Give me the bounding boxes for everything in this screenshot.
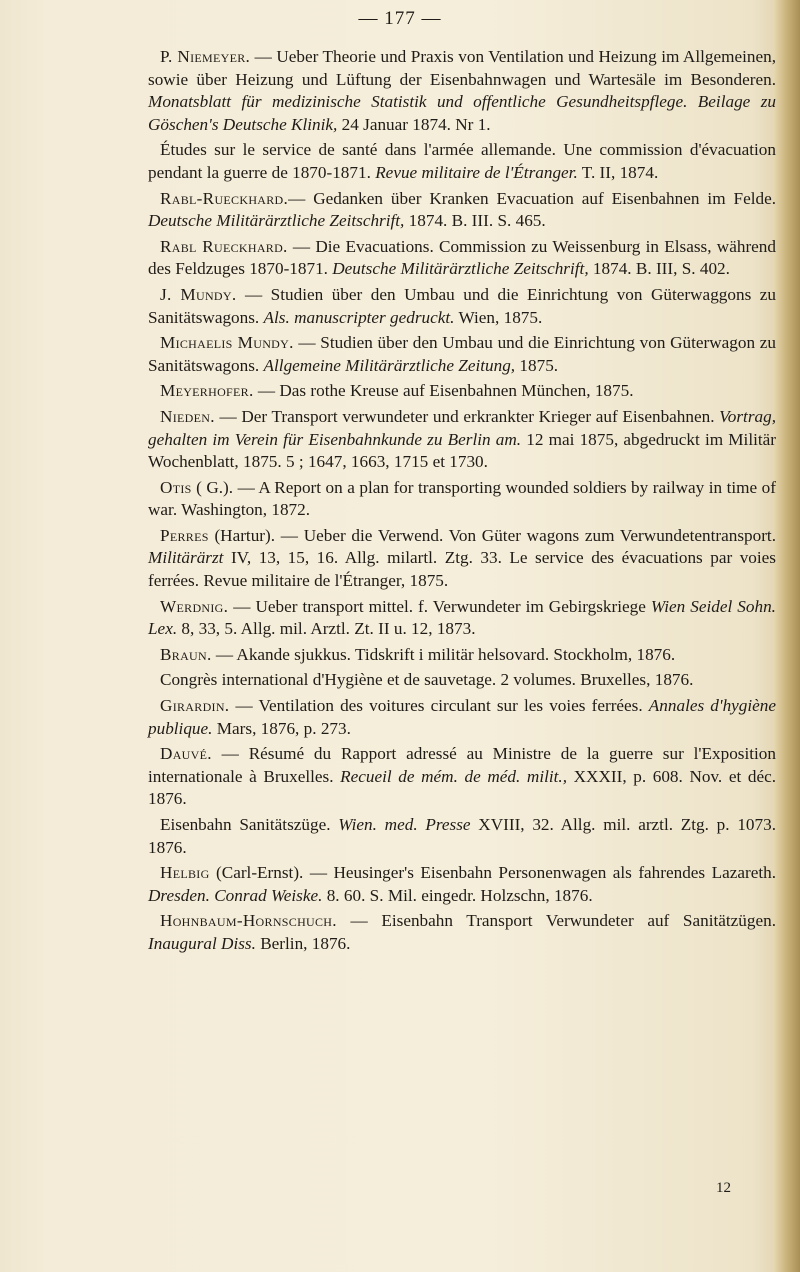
entry-author: Michaelis Mundy. [160, 333, 294, 353]
entry-text: — Gedanken über Kranken Evacuation auf Eisenbahnen im Felde. [288, 188, 776, 208]
entry-source: Monatsblatt für medizinische Statistik und offentliche Gesundheitspflege. Beilage zu Göschen's Deutsche Klinik, [148, 92, 776, 134]
entry-author: Meyerhofer. [160, 381, 254, 401]
entry-text: — Ueber Theorie und Praxis von Ventilation und Heizung im Allgemeinen, sowie über Heizung und Lüftung der Eisenbahnwagen und Wartesäle im Besonderen. [148, 47, 776, 89]
bibliography-entry [148, 380, 776, 403]
bibliography-entry [148, 525, 776, 593]
entry-author: Werdnig. [160, 596, 229, 616]
entry-source: Als. manuscripter gedruckt. [263, 307, 455, 327]
entry-text: — Der Transport verwundeter und erkrankter Krieger auf Eisenbahnen. [214, 406, 720, 426]
bibliography-entry [148, 862, 776, 907]
entry-tail: 8. 60. S. Mil. eingedr. Holzschn, 1876. [322, 885, 593, 905]
entry-source: Deutsche Militärärztliche Zeitschrift, [148, 211, 405, 231]
entry-text: — Studien über den Umbau und die Einrichtung von Güterwaggons zu Sanitätswagons. [148, 284, 776, 327]
entry-source: Deutsche Militärärztliche Zeitschrift, [332, 259, 589, 279]
bibliography-entry [148, 669, 776, 692]
entry-source: Dresden. Conrad Weiske. [148, 885, 323, 905]
entry-author: Otis [160, 477, 192, 497]
entry-text: — Akande sjukkus. Tidskrift i militär helsovard. Stockholm, 1876. [211, 644, 676, 664]
bibliography-entry [148, 596, 776, 641]
entry-source: Allgemeine Militärärztliche Zeitung, [263, 355, 516, 375]
bibliography-entry [148, 644, 776, 667]
entry-text: — Ventilation des voitures circulant sur les voies ferrées. [229, 696, 649, 716]
entry-author: Nieden. [160, 406, 215, 426]
page-number: — 177 — [358, 8, 442, 29]
entry-author: Rabl Rueckhard. [160, 236, 288, 256]
entry-text: — Das rothe Kreuse auf Eisenbahnen München, 1875. [253, 381, 634, 401]
entry-source: Annales d'hygiène publique. [148, 696, 777, 738]
entry-tail: 12 mai 1875, abgedruckt im Militär Wochenblatt, 1875. 5 ; 1647, 1663, 1715 et 1730. [148, 429, 776, 472]
entry-author: Hohnbaum-Hornschuch. [160, 911, 337, 931]
entry-source: Vortrag, gehalten im Verein für Eisenbahnkunde zu Berlin am. [148, 406, 776, 449]
entry-text: Études sur le service de santé dans l'armée allemande. Une commission d'évacuation pendant la guerre de 1870-1871. [148, 140, 776, 182]
entry-tail: XVIII, 32. Allg. mil. arztl. Ztg. p. 1073. 1876. [148, 815, 776, 857]
bibliography-entry [148, 332, 776, 377]
bibliography-list [148, 46, 776, 959]
page-edge [774, 0, 800, 1272]
entry-author: J. Mundy. [160, 284, 237, 304]
bibliography-entry [148, 814, 776, 859]
entry-source: Recueil de mém. de méd. milit., [340, 766, 568, 786]
entry-text: (Hartur). — Ueber die Verwend. Von Güter wagons zum Verwundetentransport. [208, 525, 776, 545]
bibliography-entry [148, 695, 776, 740]
entry-tail: 1874. B. III, S. 402. [588, 259, 730, 279]
entry-author: Braun. [160, 644, 212, 664]
bibliography-entry [148, 188, 776, 233]
entry-source: Wien Seidel Sohn. Lex. [148, 596, 776, 639]
entry-tail: 1875. [515, 355, 559, 375]
entry-source: Inaugural Diss. [148, 933, 256, 953]
entry-author: Dauvé. [160, 744, 212, 764]
entry-tail: XXXII, p. 608. Nov. et déc. 1876. [148, 766, 777, 809]
entry-text: Eisenbahn Sanitätszüge. [160, 815, 339, 834]
entry-source: Militärärzt [148, 548, 224, 568]
entry-tail: Mars, 1876, p. 273. [212, 718, 351, 738]
entry-tail: Berlin, 1876. [255, 933, 351, 953]
entry-source: Wien. med. Presse [338, 815, 471, 834]
entry-text: — Studien über den Umbau und die Einrichtung von Güterwagon zu Sanitätswagons. [148, 333, 776, 375]
bibliography-entry [148, 46, 776, 136]
entry-author: Girardin. [160, 696, 230, 716]
entry-tail: IV, 13, 15, 16. Allg. milartl. Ztg. 33. Le service des évacuations par voies ferrées. Revue militaire de l'Étranger, 1875. [148, 548, 776, 591]
bibliography-entry [148, 139, 776, 184]
entry-text: — Résumé du Rapport adressé au Ministre de la guerre sur l'Exposition internationale à Bruxelles. [148, 744, 776, 786]
bibliography-entry [148, 284, 776, 329]
entry-author: Helbig [160, 863, 210, 883]
entry-author: Perres [160, 525, 209, 545]
entry-tail: 8, 33, 5. Allg. mil. Arztl. Zt. II u. 12, 1873. [177, 619, 476, 639]
entry-source: Revue militaire de l'Étranger. [375, 162, 578, 182]
bibliography-entry [148, 406, 776, 474]
entry-text: Congrès international d'Hygiène et de sauvetage. 2 volumes. Bruxelles, 1876. [160, 670, 694, 690]
entry-author: P. Niemeyer. [160, 47, 251, 66]
bibliography-entry [148, 910, 776, 955]
bibliography-entry [148, 743, 776, 811]
entry-tail: Wien, 1875. [454, 307, 543, 327]
entry-text: (Carl-Ernst). — Heusinger's Eisenbahn Personenwagen als fahrendes Lazareth. [209, 863, 776, 883]
entry-text: — Eisenbahn Transport Verwundeter auf Sanitätzügen. [336, 911, 776, 931]
sheet-number: 12 [716, 1180, 731, 1196]
bibliography-entry [148, 236, 776, 281]
entry-text: — Ueber transport mittel. f. Verwundeter im Gebirgskriege [228, 596, 651, 616]
entry-text: ( G.). — A Report on a plan for transporting wounded soldiers by railway in time of war. Washington, 1872. [148, 477, 776, 520]
bibliography-entry [148, 477, 776, 522]
entry-tail: T. II, 1874. [577, 162, 659, 182]
entry-tail: 24 Januar 1874. Nr 1. [337, 114, 491, 134]
entry-tail: 1874. B. III. S. 465. [404, 211, 546, 231]
entry-text: — Die Evacuations. Commission zu Weissenburg in Elsass, während des Feldzuges 1870-1871. [148, 236, 776, 279]
entry-author: Rabl-Rueckhard. [160, 188, 289, 208]
